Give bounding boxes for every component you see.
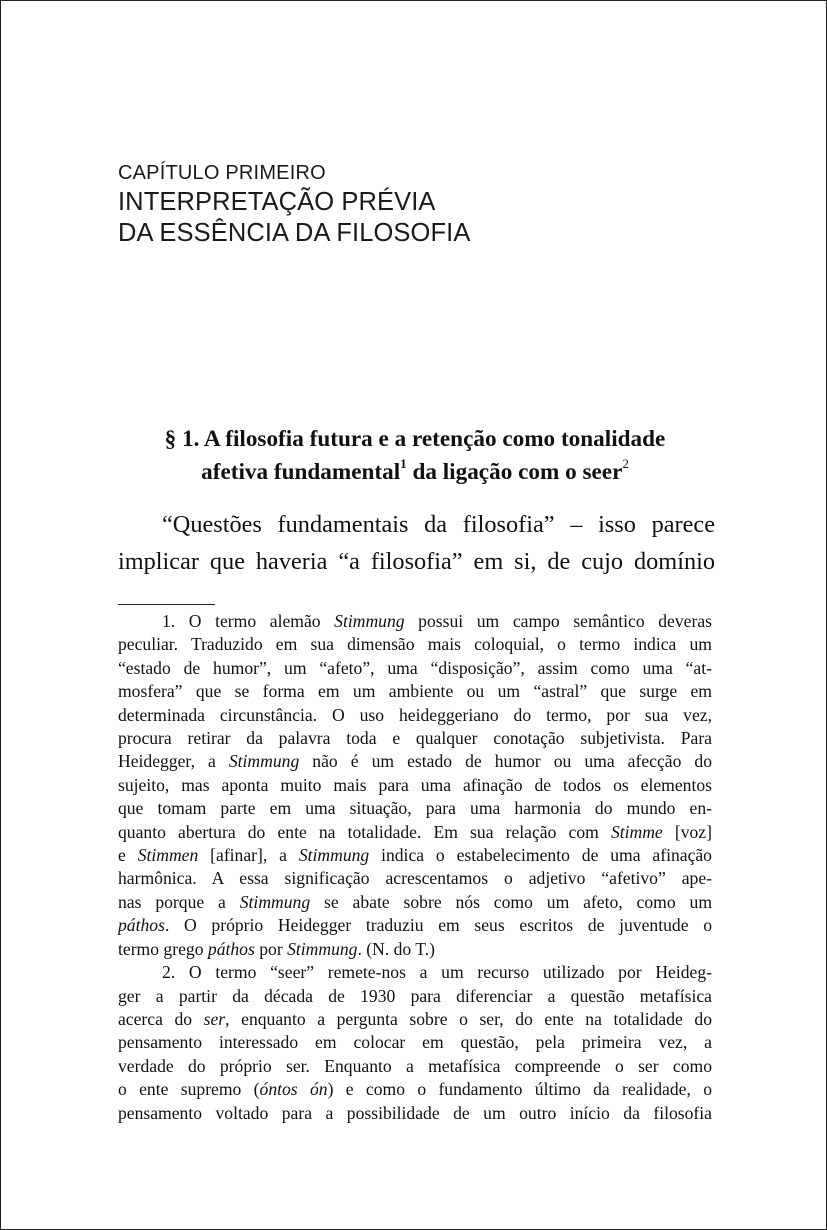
footnote-line: nas porque a Stimmung se abate sobre nós como um afeto, como um (118, 891, 712, 912)
italic-term: Stimmung (298, 845, 370, 866)
footnote-line: termo grego páthos por Stimmung. (N. do T.) (118, 938, 435, 959)
chapter-title-line-2: DA ESSÊNCIA DA FILOSOFIA (118, 219, 471, 247)
footnote-line: mosfera” que se forma em um ambiente ou um “astral” que surge em (118, 681, 712, 702)
italic-term: páthos (207, 938, 255, 959)
footnote-line: sujeito, mas aponta muito mais para uma afinação de todos os elementos (118, 774, 712, 795)
footnote-line: o ente supremo (óntos ón) e como o fundamento último da realidade, o (118, 1079, 712, 1100)
footnote-line: pensamento interessado em colocar em questão, pela primeira vez, a (118, 1032, 712, 1053)
section-heading-text-continued: da ligação com o seer (406, 459, 623, 485)
footnote-line: verdade do próprio ser. Enquanto a metafísica compreende o ser como (118, 1055, 712, 1076)
section-heading-text: afetiva fundamental (201, 459, 401, 485)
footnote-line: determinada circunstância. O uso heideggeriano do termo, por sua vez, (118, 704, 712, 725)
italic-term: óntos ón (259, 1079, 328, 1100)
footnote-line: quanto abertura do ente na totalidade. Em sua relação com Stimme [voz] (118, 821, 712, 842)
footnote-line: e Stimmen [afinar], a Stimmung indica o estabelecimento de uma afinação (118, 845, 712, 866)
footnote-line: Heidegger, a Stimmung não é um estado de humor ou uma afecção do (118, 751, 712, 772)
footnote-divider (118, 604, 215, 605)
body-line-2: implicar que haveria “a filosofia” em si, de cujo domínio (118, 548, 715, 575)
italic-term: páthos (118, 915, 165, 936)
italic-term: Stimme (610, 821, 663, 842)
footnote-line: procura retirar da palavra toda e qualquer conotação subjetivista. Para (118, 728, 712, 749)
footnote-ref-1[interactable]: 1 (400, 456, 407, 472)
italic-term: Stimmung (228, 751, 300, 772)
footnote-line: ger a partir da década de 1930 para diferenciar a questão metafísica (118, 985, 712, 1006)
italic-term: ser (203, 1008, 226, 1029)
section-heading-line-1: § 1. A filosofia futura e a retenção como tonalidade (164, 426, 666, 452)
footnote-line: 2. O termo “seer” remete-nos a um recurso utilizado por Heideg- (162, 962, 712, 983)
section-heading (118, 423, 712, 489)
footnote-line: harmônica. A essa significação acrescentamos o adjetivo “afetivo” ape- (118, 868, 712, 889)
chapter-header (118, 159, 718, 249)
body-paragraph (118, 506, 715, 580)
footnote-2 (118, 961, 712, 1125)
footnotes (118, 610, 712, 1125)
footnote-line: 1. O termo alemão Stimmung possui um campo semântico deveras (162, 611, 712, 631)
italic-term: Stimmen (137, 845, 199, 866)
footnote-line: peculiar. Traduzido em sua dimensão mais coloquial, o termo indica um (118, 634, 712, 655)
italic-term: Stimmung (287, 938, 358, 959)
footnote-line: “estado de humor”, um “afeto”, uma “disposição”, assim como uma “at- (118, 657, 712, 678)
italic-term: Stimmung (239, 891, 311, 912)
footnote-line: acerca do ser, enquanto a pergunta sobre o ser, do ente na totalidade do (118, 1008, 712, 1029)
chapter-label: CAPÍTULO PRIMEIRO (118, 162, 326, 184)
section-heading-line-2 (118, 456, 712, 489)
footnote-line: que tomam parte em uma situação, para uma harmonia do mundo en- (118, 798, 712, 819)
italic-term: Stimmung (334, 611, 405, 631)
footnote-line: páthos. O próprio Heidegger traduziu em seus escritos de juventude o (118, 915, 712, 936)
footnote-ref-2[interactable]: 2 (622, 456, 629, 472)
body-line-1: “Questões fundamentais da filosofia” – isso parece (162, 511, 715, 538)
footnote-line: pensamento voltado para a possibilidade de um outro início da filosofia (118, 1102, 712, 1123)
footnote-1 (118, 610, 712, 961)
chapter-title-line-1: INTERPRETAÇÃO PRÉVIA (118, 188, 436, 216)
